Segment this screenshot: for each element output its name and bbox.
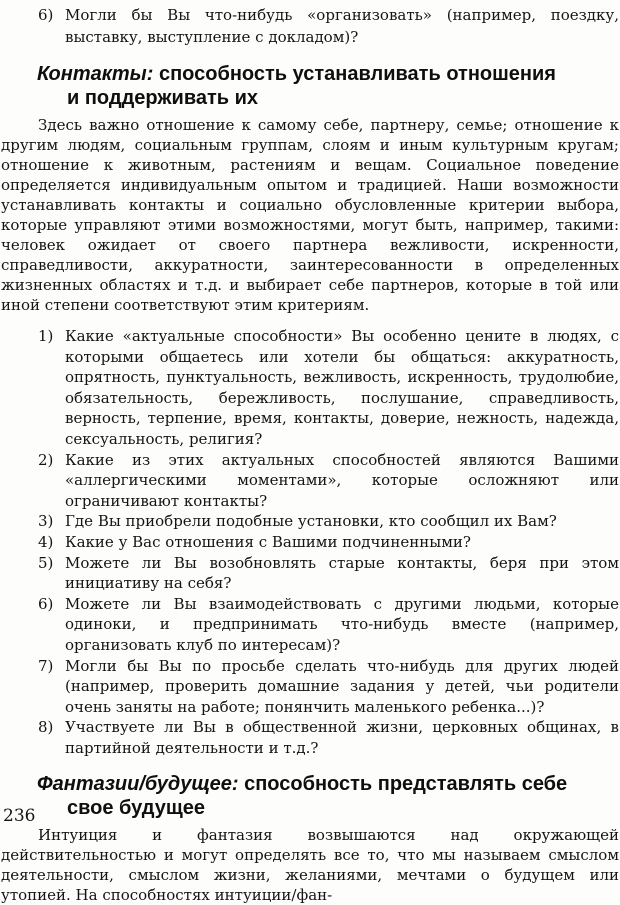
section-heading-contacts — [37, 63, 619, 110]
list-item — [1, 553, 619, 594]
list-item-marker: 4) — [38, 532, 54, 551]
list-item — [1, 511, 619, 532]
list-item — [1, 717, 619, 758]
list-item-marker: 2) — [38, 450, 54, 469]
list-item — [1, 594, 619, 656]
list-item-text: Могли бы Вы что-нибудь «организовать» (например, поездку, выставку, выступление с докладом)? — [65, 6, 619, 46]
list-item — [1, 450, 619, 512]
list-item-marker: 1) — [38, 327, 54, 345]
list-item-text: Участвуете ли Вы в общественной жизни, церковных общинах, в партийной деятельности и т.д.? — [65, 718, 619, 757]
list-item-marker: 8) — [38, 718, 54, 737]
list-item-text: Можете ли Вы возобновлять старые контакты, беря при этом инициативу на себя? — [65, 553, 619, 593]
heading-line2: и поддерживать их — [67, 86, 259, 109]
list-item-text: Можете ли Вы взаимодействовать с другими людьми, которые одиноки, и предпринимать что-нибудь вместе (например, организовать клуб по интересам)? — [65, 594, 619, 654]
list-item — [1, 532, 619, 553]
list-item-text: Какие из этих актуальных способностей являются Вашими «аллергическими моментами», которые осложняют или ограничивают контакты? — [65, 450, 619, 510]
list-item — [1, 656, 619, 718]
section-heading-fantasies-future — [37, 773, 619, 820]
heading-lead-italic: Фантазии/будущее: — [37, 773, 239, 796]
contacts-question-list — [1, 326, 619, 758]
heading-rest: способность представлять себе — [244, 773, 568, 796]
list-item-marker: 6) — [38, 594, 54, 613]
list-item-text: Могли бы Вы по просьбе сделать что-нибудь для других людей (например, проверить домашние задания у детей, чьи родители очень заняты на работе; понянчить маленького ребенка...)? — [65, 656, 619, 716]
list-item — [1, 326, 619, 450]
paragraph-contacts-intro: Здесь важно отношение к самому себе, партнеру, семье; отношение к другим людям, социальным группам, слоям и иным культурным кругам; отношение к животным, растениям и вещам. Социальное поведение определяется индивидуальным опытом и традицией. Наши возможности устанавливать контакты и социально обусловленные критерии выбора, которые управляют этими возможностями, могут быть, например, такими: человек ожидает от своего партнера вежливости, искренности, справедливости, аккуратности, заинтересованности в определенных жизненных областях и т.д. и выбирает себе партнеров, которые в той или иной степени соответствуют этим критериям. — [1, 116, 619, 314]
list-item-marker: 5) — [38, 553, 54, 572]
list-item-text: Какие у Вас отношения с Вашими подчиненными? — [65, 532, 471, 551]
list-item-marker: 6) — [38, 6, 54, 24]
page-number: 236 — [3, 806, 36, 826]
heading-rest: способность устанавливать отношения — [158, 63, 556, 85]
list-item — [1, 5, 619, 48]
heading-lead-italic: Контакты: — [37, 63, 154, 85]
list-item-text: Какие «актуальные способности» Вы особенно цените в людях, с которыми общаетесь или хотели бы общаться: аккуратность, опрятность, пунктуальность, вежливость, искренность, трудолюбие, обязательность, бережливость, послушание, справедливость, верность, терпение, время, контакты, доверие, нежность, надежда, сексуальность, религия? — [65, 327, 619, 448]
heading-line2: свое будущее — [67, 796, 205, 819]
paragraph-fantasies-intro: Интуиция и фантазия возвышаются над окружающей действительностью и могут определять все то, что мы называем смыслом деятельности, смыслом жизни, желаниями, мечтами о будущем или утопией. На способностях интуиции/фан- — [1, 826, 619, 905]
list-item-marker: 3) — [38, 512, 54, 531]
previous-section-question-list — [1, 5, 619, 48]
list-item-marker: 7) — [38, 656, 54, 675]
list-item-text: Где Вы приобрели подобные установки, кто сообщил их Вам? — [65, 512, 557, 531]
